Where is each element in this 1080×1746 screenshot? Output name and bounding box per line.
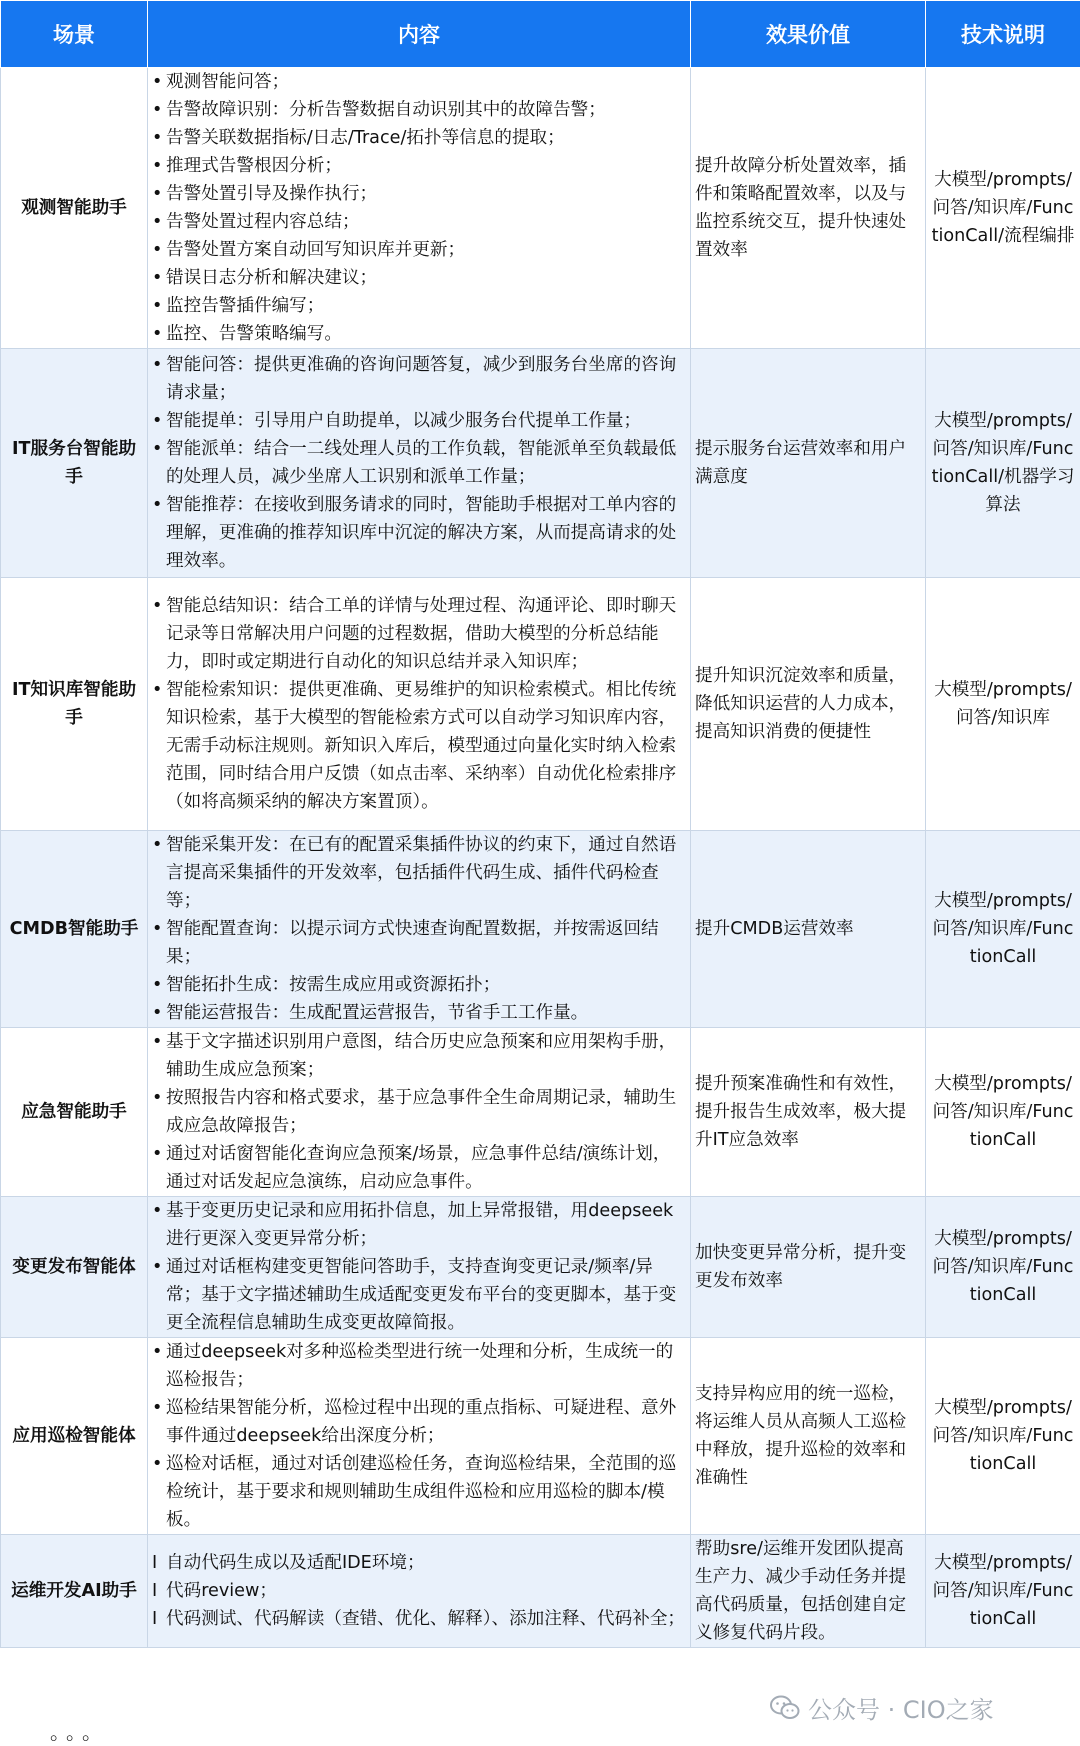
table-row xyxy=(1,68,1080,349)
header-scene: 场景 xyxy=(1,1,148,68)
header-tech: 技术说明 xyxy=(926,1,1080,68)
list-item: • 推理式告警根因分析； xyxy=(152,152,686,180)
table-body xyxy=(1,68,1080,1648)
scene-cell: 运维开发AI助手 xyxy=(1,1535,148,1648)
list-item: I 自动代码生成以及适配IDE环境； xyxy=(152,1549,686,1577)
table-row xyxy=(1,1338,1080,1535)
scene-cell: 变更发布智能体 xyxy=(1,1197,148,1338)
content-cell xyxy=(148,1028,691,1197)
list-item: • 告警故障识别：分析告警数据自动识别其中的故障告警； xyxy=(152,96,686,124)
content-list xyxy=(152,831,686,1027)
list-item: • 通过deepseek对多种巡检类型进行统一处理和分析，生成统一的巡检报告； xyxy=(152,1338,686,1394)
list-item: • 按照报告内容和格式要求，基于应急事件全生命周期记录，辅助生成应急故障报告； xyxy=(152,1084,686,1140)
tech-cell: 大模型/prompts/问答/知识库/FunctionCall xyxy=(926,1535,1080,1648)
content-list xyxy=(152,68,686,348)
value-cell: 支持异构应用的统一巡检，将运维人员从高频人工巡检中释放，提升巡检的效率和准确性 xyxy=(691,1338,926,1535)
value-cell: 加快变更异常分析，提升变更发布效率 xyxy=(691,1197,926,1338)
tech-cell: 大模型/prompts/问答/知识库/FunctionCall xyxy=(926,831,1080,1028)
tech-cell: 大模型/prompts/问答/知识库/FunctionCall/流程编排 xyxy=(926,68,1080,349)
tech-cell: 大模型/prompts/问答/知识库 xyxy=(926,578,1080,831)
content-cell xyxy=(148,1338,691,1535)
list-item: • 巡检对话框，通过对话创建巡检任务，查询巡检结果，全范围的巡检统计，基于要求和规则辅助生成组件巡检和应用巡检的脚本/模板。 xyxy=(152,1450,686,1534)
value-cell: 帮助sre/运维开发团队提高生产力、减少手动任务并提高代码质量，包括创建自定义修复代码片段。 xyxy=(691,1535,926,1648)
wechat-icon xyxy=(770,1695,800,1721)
table-row xyxy=(1,1197,1080,1338)
list-item: • 观测智能问答； xyxy=(152,68,686,96)
value-cell: 提升知识沉淀效率和质量，降低知识运营的人力成本，提高知识消费的便捷性 xyxy=(691,578,926,831)
value-cell: 提升故障分析处置效率，插件和策略配置效率，以及与监控系统交互，提升快速处置效率 xyxy=(691,68,926,349)
content-cell xyxy=(148,68,691,349)
content-list xyxy=(152,1028,686,1196)
list-item: • 监控、告警策略编写。 xyxy=(152,320,686,348)
list-item: • 告警处置方案自动回写知识库并更新； xyxy=(152,236,686,264)
content-list xyxy=(152,1338,686,1534)
list-item: I 代码测试、代码解读（查错、优化、解释）、添加注释、代码补全； xyxy=(152,1605,686,1633)
list-item: • 智能推荐：在接收到服务请求的同时，智能助手根据对工单内容的理解，更准确的推荐知识库中沉淀的解决方案，从而提高请求的处理效率。 xyxy=(152,491,686,575)
list-item: • 智能问答：提供更准确的咨询问题答复，减少到服务台坐席的咨询请求量； xyxy=(152,351,686,407)
list-item: • 告警处置过程内容总结； xyxy=(152,208,686,236)
list-item: • 智能拓扑生成：按需生成应用或资源拓扑； xyxy=(152,971,686,999)
list-item: • 通过对话框构建变更智能问答助手，支持查询变更记录/频率/异常；基于文字描述辅助生成适配变更发布平台的变更脚本，基于变更全流程信息辅助生成变更故障简报。 xyxy=(152,1253,686,1337)
header-content: 内容 xyxy=(148,1,691,68)
scene-cell: CMDB智能助手 xyxy=(1,831,148,1028)
content-cell xyxy=(148,1535,691,1648)
list-item: • 巡检结果智能分析，巡检过程中出现的重点指标、可疑进程、意外事件通过deepseek给出深度分析； xyxy=(152,1394,686,1450)
scene-cell: IT服务台智能助手 xyxy=(1,349,148,578)
list-item: I 代码review； xyxy=(152,1577,686,1605)
table-row xyxy=(1,1028,1080,1197)
tech-cell: 大模型/prompts/问答/知识库/FunctionCall xyxy=(926,1028,1080,1197)
scene-cell: 应急智能助手 xyxy=(1,1028,148,1197)
scene-cell: 应用巡检智能体 xyxy=(1,1338,148,1535)
tech-cell: 大模型/prompts/问答/知识库/FunctionCall/机器学习算法 xyxy=(926,349,1080,578)
list-item: • 智能总结知识：结合工单的详情与处理过程、沟通评论、即时聊天记录等日常解决用户问题的过程数据，借助大模型的分析总结能力，即时或定期进行自动化的知识总结并录入知识库； xyxy=(152,592,686,676)
tech-cell: 大模型/prompts/问答/知识库/FunctionCall xyxy=(926,1338,1080,1535)
value-cell: 提升预案准确性和有效性，提升报告生成效率，极大提升IT应急效率 xyxy=(691,1028,926,1197)
content-cell xyxy=(148,349,691,578)
tech-cell: 大模型/prompts/问答/知识库/FunctionCall xyxy=(926,1197,1080,1338)
list-item: • 智能配置查询：以提示词方式快速查询配置数据，并按需返回结果； xyxy=(152,915,686,971)
content-cell xyxy=(148,831,691,1028)
list-item: • 智能派单：结合一二线处理人员的工作负载，智能派单至负载最低的处理人员，减少坐席人工识别和派单工作量； xyxy=(152,435,686,491)
list-item: • 基于变更历史记录和应用拓扑信息，加上异常报错，用deepseek进行更深入变更异常分析； xyxy=(152,1197,686,1253)
content-list xyxy=(152,1549,686,1633)
list-item: • 智能运营报告：生成配置运营报告，节省手工工作量。 xyxy=(152,999,686,1027)
list-item: • 告警处置引导及操作执行； xyxy=(152,180,686,208)
table-row xyxy=(1,831,1080,1028)
content-list xyxy=(152,592,686,816)
list-item: • 智能检索知识：提供更准确、更易维护的知识检索模式。相比传统知识检索，基于大模型的智能检索方式可以自动学习知识库内容，无需手动标注规则。新知识入库后，模型通过向量化实时纳入检索范围，同时结合用户反馈（如点击率、采纳率）自动优化检索排序（如将高频采纳的解决方案置顶）。 xyxy=(152,676,686,816)
list-item: • 监控告警插件编写； xyxy=(152,292,686,320)
ellipsis-mark: 。。。 xyxy=(50,1720,108,1744)
value-cell: 提示服务台运营效率和用户满意度 xyxy=(691,349,926,578)
list-item: • 通过对话窗智能化查询应急预案/场景，应急事件总结/演练计划，通过对话发起应急演练，启动应急事件。 xyxy=(152,1140,686,1196)
table-row xyxy=(1,1535,1080,1648)
content-cell xyxy=(148,1197,691,1338)
list-item: • 基于文字描述识别用户意图，结合历史应急预案和应用架构手册，辅助生成应急预案； xyxy=(152,1028,686,1084)
value-cell: 提升CMDB运营效率 xyxy=(691,831,926,1028)
table-row xyxy=(1,349,1080,578)
content-cell xyxy=(148,578,691,831)
scene-cell: IT知识库智能助手 xyxy=(1,578,148,831)
scene-cell: 观测智能助手 xyxy=(1,68,148,349)
watermark-text: 公众号 · CIO之家 xyxy=(808,1696,994,1724)
content-list xyxy=(152,1197,686,1337)
header-value: 效果价值 xyxy=(691,1,926,68)
table-row xyxy=(1,578,1080,831)
list-item: • 告警关联数据指标/日志/Trace/拓扑等信息的提取； xyxy=(152,124,686,152)
content-list xyxy=(152,351,686,575)
list-item: • 智能提单：引导用户自助提单，以减少服务台代提单工作量； xyxy=(152,407,686,435)
list-item: • 错误日志分析和解决建议； xyxy=(152,264,686,292)
table-header-row xyxy=(1,1,1080,68)
list-item: • 智能采集开发：在已有的配置采集插件协议的约束下，通过自然语言提高采集插件的开发效率，包括插件代码生成、插件代码检查等； xyxy=(152,831,686,915)
watermark xyxy=(770,1690,994,1725)
